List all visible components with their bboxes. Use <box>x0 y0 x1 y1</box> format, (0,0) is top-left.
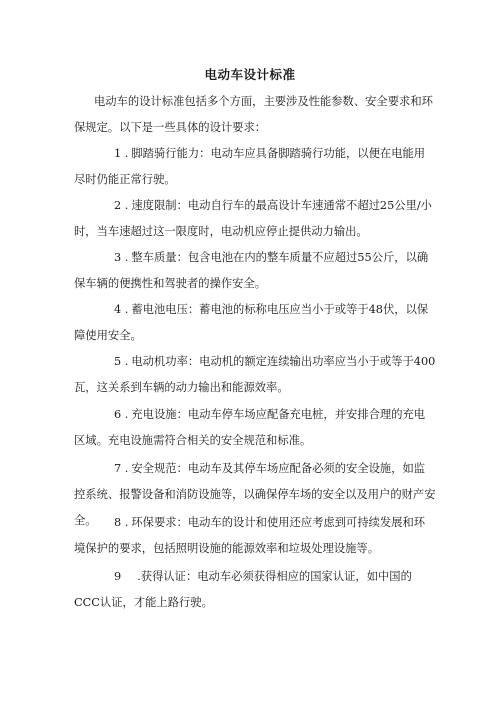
list-item-text: 电动机功率：电动机的额定连续输出功率应当小于或等于400瓦，这关系到车辆的动力输出和能源效率。 <box>74 355 436 394</box>
list-item-text: 整车质量：包含电池在内的整车质量不应超过55公斤，以确保车辆的便携性和驾驶者的操作安全。 <box>74 251 429 290</box>
list-item-number: 3 . <box>114 251 129 264</box>
list-item-number: 9 <box>114 570 122 583</box>
list-item <box>74 564 436 616</box>
list-item-number: 2 . <box>114 199 129 212</box>
list-item <box>74 402 436 454</box>
list-item <box>74 245 436 297</box>
list-item-text: 速度限制：电动自行车的最高设计车速通常不超过25公里/小时，当车速超过这一限度时，电动机应停止提供动力输出。 <box>74 199 432 238</box>
list-item <box>74 193 436 245</box>
list-item-text: 脚踏骑行能力：电动车应具备脚踏骑行功能，以便在电能用尽时仍能正常行驶。 <box>74 147 426 186</box>
list-item-text: 安全规范：电动车及其停车场应配备必须的安全设施，如监控系统、报警设备和消防设施等，以确保停车场的安全以及用户的财产安全。 <box>74 462 436 527</box>
list-item-text: 充电设施：电动车停车场应配备充电桩，并安排合理的充电区域。充电设施需符合相关的安全规范和标准。 <box>74 408 426 447</box>
list-item-number: 1 . <box>114 147 129 160</box>
list-item-number: 8 . <box>114 516 129 529</box>
list-item-number: 4 . <box>114 303 129 316</box>
document-title: 电动车设计标准 <box>204 67 296 82</box>
intro-paragraph: 电动车的设计标准包括多个方面，主要涉及性能参数、安全要求和环保规定。以下是一些具体的设计要求： <box>74 95 433 134</box>
list-item-text: 蓄电池电压：蓄电池的标称电压应当小于或等于48伏，以保障使用安全。 <box>74 303 429 342</box>
list-item <box>74 141 436 193</box>
list-item-text: 环保要求：电动车的设计和使用还应考虑到可持续发展和环境保护的要求，包括照明设施的能源效率和垃圾处理设施等。 <box>74 516 426 555</box>
list-item-number: 5 . <box>114 355 129 368</box>
list-item <box>74 297 436 349</box>
list-item <box>74 349 436 401</box>
list-item-number: 7 . <box>114 462 129 475</box>
list-item <box>74 510 436 562</box>
list-item-text: .获得认证：电动车必须获得相应的国家认证，如中国的CCC认证，才能上路行驶。 <box>74 570 412 609</box>
list-item-number: 6 . <box>114 408 129 421</box>
